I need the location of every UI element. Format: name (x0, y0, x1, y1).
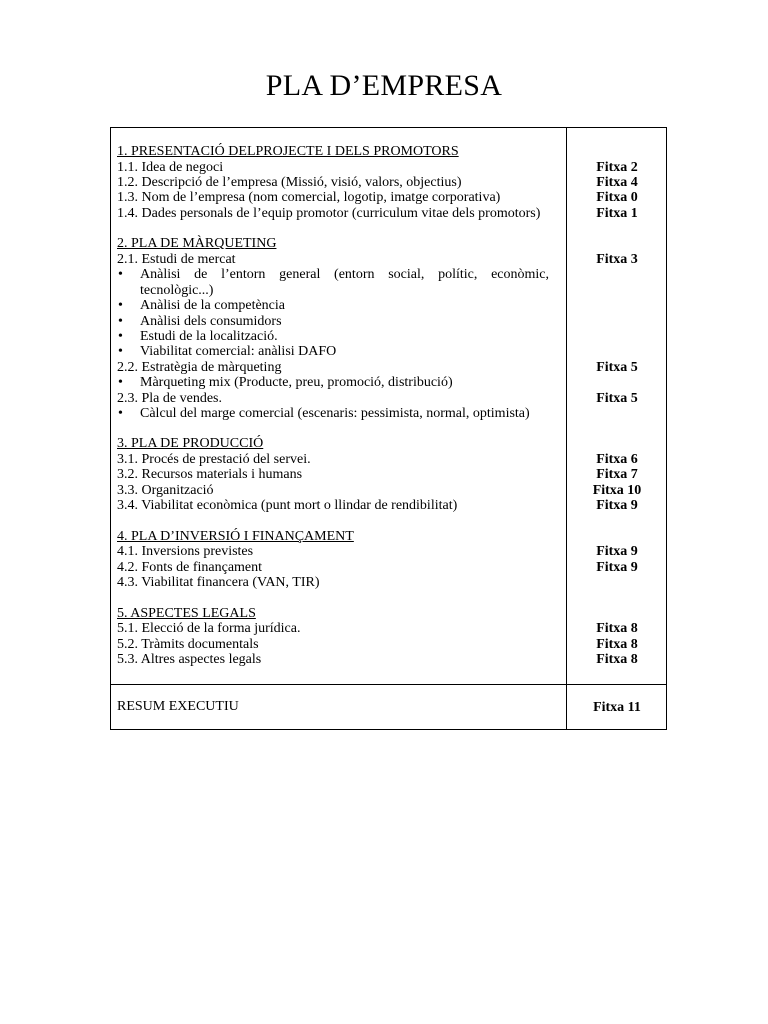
section-item: 4.1. Inversions previstes (117, 544, 254, 559)
bullet-icon: • (118, 329, 123, 344)
section-item: 1.2. Descripció de l’empresa (Missió, visió, valors, objectius) (117, 175, 462, 190)
fitxa-ref: Fitxa 5 (596, 391, 638, 406)
section-item: 4.2. Fonts de finançament (117, 560, 263, 575)
fitxa-ref: Fitxa 8 (596, 637, 638, 652)
bullet-item: Càlcul del marge comercial (escenaris: pessimista, normal, optimista) (140, 406, 530, 421)
section-heading: 2. PLA DE MÀRQUETING (117, 236, 277, 251)
summary-divider (110, 684, 667, 685)
section-item: 5.2. Tràmits documentals (117, 637, 259, 652)
fitxa-ref: Fitxa 9 (596, 544, 638, 559)
section-heading: 3. PLA DE PRODUCCIÓ (117, 436, 264, 451)
bullet-item: Anàlisi de la competència (140, 298, 285, 313)
section-item: 1.3. Nom de l’empresa (nom comercial, logotip, imatge corporativa) (117, 190, 501, 205)
page-title: PLA D’EMPRESA (265, 69, 503, 102)
summary-fitxa-ref: Fitxa 11 (593, 700, 641, 715)
fitxa-ref: Fitxa 9 (596, 560, 638, 575)
section-item: 2.3. Pla de vendes. (117, 391, 222, 406)
fitxa-ref: Fitxa 0 (596, 190, 638, 205)
section-item: 3.3. Organització (117, 483, 214, 498)
section-heading: 5. ASPECTES LEGALS (117, 606, 256, 621)
fitxa-ref: Fitxa 9 (596, 498, 638, 513)
fitxa-ref: Fitxa 1 (596, 206, 638, 221)
section-item: 1.1. Idea de negoci (117, 160, 224, 175)
section-item: 5.1. Elecció de la forma jurídica. (117, 621, 301, 636)
bullet-item: Viabilitat comercial: anàlisi DAFO (140, 344, 337, 359)
fitxa-ref: Fitxa 8 (596, 652, 638, 667)
summary-label: RESUM EXECUTIU (117, 699, 239, 714)
bullet-icon: • (118, 344, 123, 359)
bullet-icon: • (118, 375, 123, 390)
section-heading: 4. PLA D’INVERSIÓ I FINANÇAMENT (117, 529, 354, 544)
fitxa-ref: Fitxa 8 (596, 621, 638, 636)
fitxa-ref: Fitxa 10 (592, 483, 642, 498)
bullet-item: Màrqueting mix (Producte, preu, promoció, distribució) (140, 375, 453, 390)
section-item: 4.3. Viabilitat financera (VAN, TIR) (117, 575, 320, 590)
bullet-icon: • (118, 406, 123, 421)
section-item: 1.4. Dades personals de l’equip promotor (curriculum vitae dels promotors) (117, 206, 541, 221)
section-item: 2.2. Estratègia de màrqueting (117, 360, 282, 375)
fitxa-ref: Fitxa 3 (596, 252, 638, 267)
section-item: 3.4. Viabilitat econòmica (punt mort o llindar de rendibilitat) (117, 498, 458, 513)
section-item: 3.2. Recursos materials i humans (117, 467, 303, 482)
fitxa-ref: Fitxa 2 (596, 160, 638, 175)
bullet-icon: • (118, 314, 123, 329)
bullet-icon: • (118, 298, 123, 313)
section-item: 5.3. Altres aspectes legals (117, 652, 262, 667)
section-heading: 1. PRESENTACIÓ DELPROJECTE I DELS PROMOTORS (117, 144, 459, 159)
bullet-item: Anàlisi dels consumidors (140, 314, 282, 329)
fitxa-ref: Fitxa 7 (596, 467, 638, 482)
fitxa-ref: Fitxa 6 (596, 452, 638, 467)
fitxa-ref: Fitxa 5 (596, 360, 638, 375)
bullet-icon: • (118, 267, 123, 282)
fitxa-ref: Fitxa 4 (596, 175, 638, 190)
bullet-item: Estudi de la localització. (140, 329, 278, 344)
bullet-item: Anàlisi de l’entorn general (entorn social, polític, econòmic, tecnològic...) (140, 267, 549, 298)
section-item: 3.1. Procés de prestació del servei. (117, 452, 311, 467)
section-item: 2.1. Estudi de mercat (117, 252, 236, 267)
